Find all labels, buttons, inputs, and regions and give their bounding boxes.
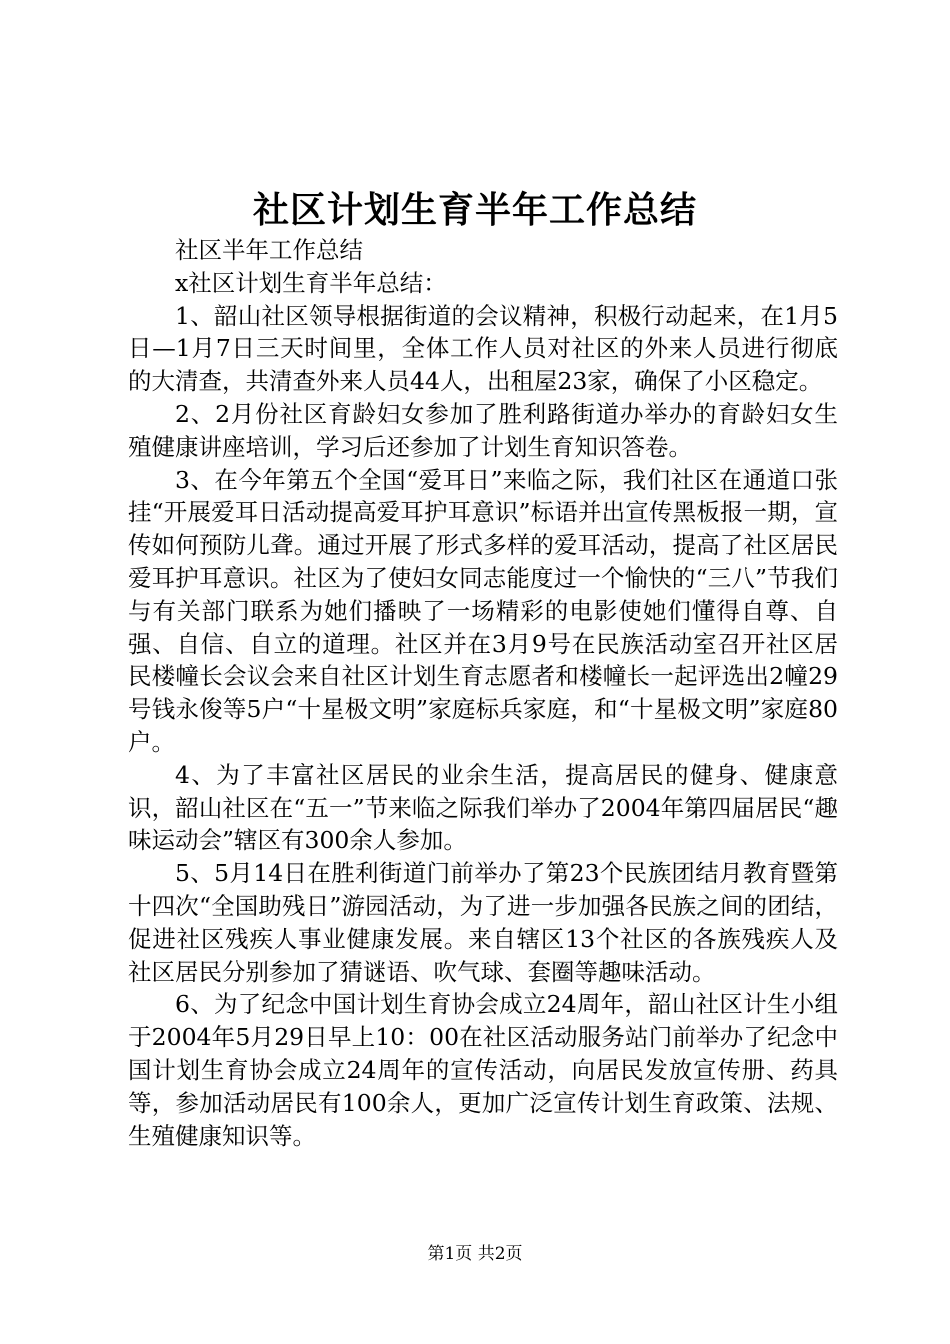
paragraph: 2、2月份社区育龄妇女参加了胜利路街道办举办的育龄妇女生殖健康讲座培训，学习后还参加了计划生育知识答卷。 bbox=[128, 399, 838, 461]
paragraph: 6、为了纪念中国计划生育协会成立24周年，韶山社区计生小组于2004年5月29日早上10：00在社区活动服务站门前举办了纪念中国计划生育协会成立24周年的宣传活动，向居民发放宣传册、药具等，参加活动居民有100余人，更加广泛宣传计划生育政策、法规、生殖健康知识等。 bbox=[128, 990, 838, 1150]
paragraph: x社区计划生育半年总结： bbox=[175, 268, 447, 297]
paragraph: 4、为了丰富社区居民的业余生活，提高居民的健身、健康意识，韶山社区在“五一”节来临之际我们举办了2004年第四届居民“趣味运动会”辖区有300余人参加。 bbox=[128, 760, 838, 855]
paragraph: 3、在今年第五个全国“爱耳日”来临之际，我们社区在通道口张挂“开展爱耳日活动提高爱耳护耳意识”标语并出宣传黑板报一期，宣传如何预防儿聋。通过开展了形式多样的爱耳活动，提高了社区居民爱耳护耳意识。社区为了使妇女同志能度过一个愉快的“三八”节我们与有关部门联系为她们播映了一场精彩的电影使她们懂得自尊、自强、自信、自立的道理。社区并在3月9号在民族活动室召开社区居民楼幢长会议会来自社区计划生育志愿者和楼幢长一起评选出2幢29号钱永俊等5户“十星极文明”家庭标兵家庭，和“十星极文明”家庭80户。 bbox=[128, 465, 838, 756]
paragraph: 社区半年工作总结 bbox=[175, 236, 363, 264]
document-title: 社区计划生育半年工作总结 bbox=[252, 189, 697, 231]
paragraph: 1、韶山社区领导根据街道的会议精神，积极行动起来，在1月5日—1月7日三天时间里，全体工作人员对社区的外来人员进行彻底的大清查，共清查外来人员44人，出租屋23家，确保了小区稳定。 bbox=[128, 301, 838, 396]
paragraph: 5、5月14日在胜利街道门前举办了第23个民族团结月教育暨第十四次“全国助残日”游园活动，为了进一步加强各民族之间的团结，促进社区残疾人事业健康发展。来自辖区13个社区的各族残疾人及社区居民分别参加了猜谜语、吹气球、套圈等趣味活动。 bbox=[128, 859, 838, 986]
page-number-footer: 第1页 共2页 bbox=[427, 1244, 523, 1264]
document-body bbox=[128, 234, 838, 1152]
